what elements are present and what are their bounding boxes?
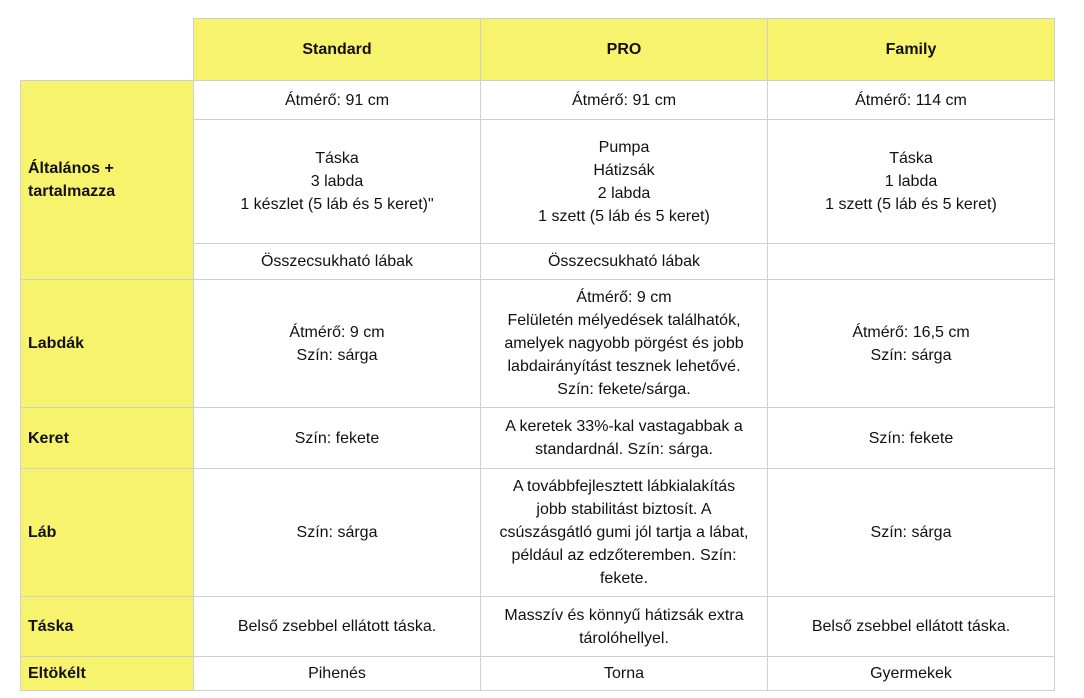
cell-purpose-pro: Torna — [481, 657, 768, 691]
table-row — [21, 597, 1055, 657]
cell-balls-standard: Átmérő: 9 cm Szín: sárga — [194, 280, 481, 408]
header-row — [21, 19, 1055, 81]
cell-contents-family: Táska 1 labda 1 szett (5 láb és 5 keret) — [768, 120, 1055, 244]
cell-purpose-standard: Pihenés — [194, 657, 481, 691]
cell-contents-pro: Pumpa Hátizsák 2 labda 1 szett (5 láb és 5 keret) — [481, 120, 768, 244]
cell-frame-family: Szín: fekete — [768, 408, 1055, 469]
cell-diameter-standard: Átmérő: 91 cm — [194, 81, 481, 120]
row-label-purpose: Eltökélt — [21, 657, 194, 691]
comparison-table — [20, 18, 1055, 691]
cell-diameter-family: Átmérő: 114 cm — [768, 81, 1055, 120]
row-label-general: Általános + tartalmazza — [21, 81, 194, 280]
cell-leg-standard: Szín: sárga — [194, 469, 481, 597]
cell-legs-family — [768, 244, 1055, 280]
table-row — [21, 280, 1055, 408]
cell-legs-pro: Összecsukható lábak — [481, 244, 768, 280]
column-header-pro: PRO — [481, 19, 768, 81]
table-row — [21, 81, 1055, 120]
corner-cell — [21, 19, 194, 81]
column-header-standard: Standard — [194, 19, 481, 81]
cell-frame-standard: Szín: fekete — [194, 408, 481, 469]
cell-bag-family: Belső zsebbel ellátott táska. — [768, 597, 1055, 657]
table-row — [21, 408, 1055, 469]
cell-leg-pro: A továbbfejlesztett lábkialakítás jobb stabilitást biztosít. A csúszásgátló gumi jól tartja a lábat, például az edzőteremben. Szín: fekete. — [481, 469, 768, 597]
column-header-family: Family — [768, 19, 1055, 81]
cell-leg-family: Szín: sárga — [768, 469, 1055, 597]
cell-diameter-pro: Átmérő: 91 cm — [481, 81, 768, 120]
cell-bag-standard: Belső zsebbel ellátott táska. — [194, 597, 481, 657]
row-label-balls: Labdák — [21, 280, 194, 408]
cell-bag-pro: Masszív és könnyű hátizsák extra tárolóhellyel. — [481, 597, 768, 657]
cell-legs-standard: Összecsukható lábak — [194, 244, 481, 280]
table-row — [21, 469, 1055, 597]
row-label-bag: Táska — [21, 597, 194, 657]
row-label-leg: Láb — [21, 469, 194, 597]
cell-balls-family: Átmérő: 16,5 cm Szín: sárga — [768, 280, 1055, 408]
cell-balls-pro: Átmérő: 9 cm Felületén mélyedések találhatók, amelyek nagyobb pörgést és jobb labdairányítást tesznek lehetővé. Szín: fekete/sárga. — [481, 280, 768, 408]
row-label-frame: Keret — [21, 408, 194, 469]
table-row — [21, 657, 1055, 691]
cell-frame-pro: A keretek 33%-kal vastagabbak a standardnál. Szín: sárga. — [481, 408, 768, 469]
cell-purpose-family: Gyermekek — [768, 657, 1055, 691]
cell-contents-standard: Táska 3 labda 1 készlet (5 láb és 5 keret)" — [194, 120, 481, 244]
